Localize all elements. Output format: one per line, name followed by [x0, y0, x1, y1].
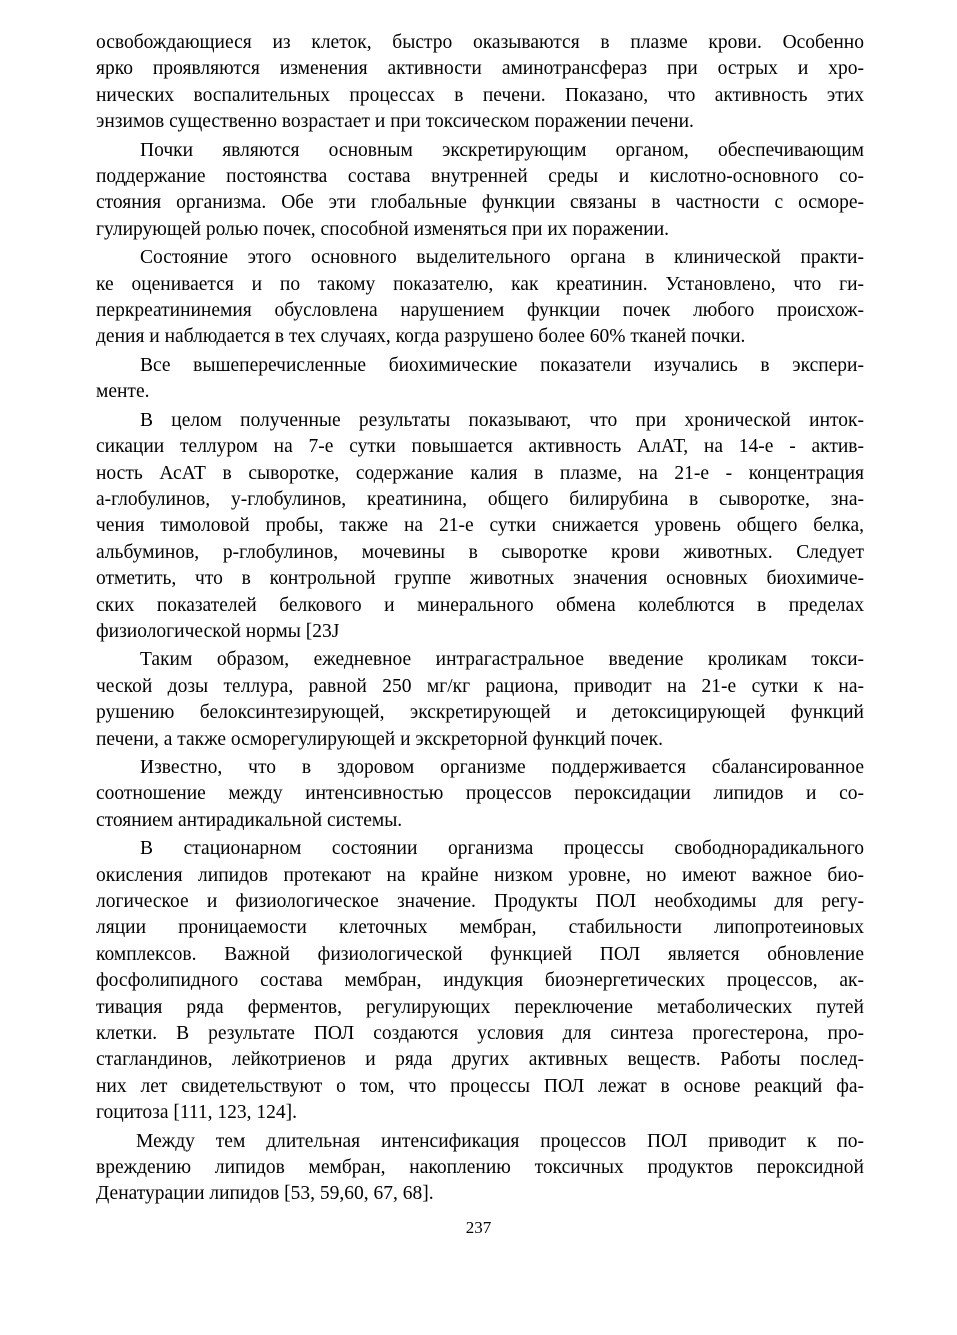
- text-line: В стационарном состоянии организма процессы свободнорадикального: [140, 838, 864, 860]
- text-line: тивация ряда ферментов, регулирующих переключение метаболических путей: [96, 996, 864, 1018]
- text-line: окисления липидов протекают на крайне низком уровне, но имеют важное био-: [96, 864, 864, 886]
- text-line: логическое и физиологическое значение. Продукты ПОЛ необходимы для регу-: [96, 891, 864, 912]
- text-line: освобождающиеся из клеток, быстро оказываются в плазме крови. Особенно: [96, 32, 864, 53]
- paragraph-8: [96, 836, 864, 1126]
- text-line: гоцитоза [111, 123, 124].: [96, 1102, 298, 1124]
- paragraph-2: [96, 138, 864, 244]
- text-line: нических воспалительных процессах в печени. Показано, что активность этих: [96, 84, 864, 106]
- text-line: поддержание постоянства состава внутренней среды и кислотно-основного со-: [96, 166, 864, 188]
- text-line: отметить, что в контрольной группе животных значения основных биохимиче-: [96, 568, 864, 590]
- text-line: комплексов. Важной физиологической функцией ПОЛ является обновление: [96, 943, 864, 965]
- text-line: перкреатининемия обусловлена нарушением функции почек любого происхож-: [96, 300, 864, 322]
- text-line: Денатурации липидов [53, 59,60, 67, 68].: [96, 1183, 434, 1205]
- paragraph-3: [96, 245, 864, 351]
- text-line: дения и наблюдается в тех случаях, когда разрушено более 60% тканей почки.: [96, 326, 746, 348]
- text-line: ке оценивается и по такому показателю, как креатинин. Установлено, что ги-: [96, 273, 864, 295]
- text-line: стоянием антирадикальной системы.: [96, 809, 403, 831]
- page-number: 237: [465, 1218, 492, 1237]
- paragraph-6: [96, 647, 864, 753]
- page-body: [96, 30, 864, 1208]
- text-line: вреждению липидов мембран, накоплению токсичных продуктов пероксидной: [96, 1157, 864, 1179]
- text-line: ляции проницаемости клеточных мембран, стабильности липопротеиновых: [96, 917, 864, 939]
- text-line: менте.: [96, 381, 150, 403]
- paragraph-1: [96, 30, 864, 136]
- text-line: клетки. В результате ПОЛ создаются условия для синтеза прогестерона, про-: [96, 1023, 864, 1045]
- text-line: ческой дозы теллура, равной 250 мг/кг рациона, приводит на 21-е сутки к на-: [96, 675, 864, 697]
- text-line: Таким образом, ежедневное интрагастральное введение кроликам токси-: [140, 649, 864, 671]
- paragraph-4: [96, 353, 864, 406]
- text-line: ских показателей белкового и минерального обмена колеблются в пределах: [96, 594, 864, 616]
- paragraph-7: [96, 755, 864, 834]
- paragraph-9: [96, 1129, 864, 1208]
- text-line: а-глобулинов, у-глобулинов, креатинина, общего билирубина в сыворотке, зна-: [96, 488, 864, 510]
- text-line: В целом полученные результаты показывают, что при хронической инток-: [140, 409, 864, 431]
- text-line: стагландинов, лейкотриенов и ряда других активных веществ. Работы послед-: [96, 1049, 864, 1071]
- text-line: них лет свидетельствуют о том, что процессы ПОЛ лежат в основе реакций фа-: [96, 1075, 864, 1097]
- text-line: Состояние этого основного выделительного органа в клинической практи-: [140, 247, 864, 269]
- text-line: Все вышеперечисленные биохимические показатели изучались в экспери-: [140, 354, 864, 376]
- text-line: энзимов существенно возрастает и при токсическом поражении печени.: [96, 111, 694, 133]
- text-line: физиологической нормы [23J: [96, 620, 340, 642]
- text-line: ярко проявляются изменения активности аминотрансфераз при острых и хро-: [96, 58, 864, 80]
- text-line: печени, а также осморегулирующей и экскреторной функций почек.: [96, 728, 664, 750]
- text-line: соотношение между интенсивностью процессов пероксидации липидов и со-: [96, 783, 864, 805]
- text-line: чения тимоловой пробы, также на 21-е сутки снижается уровень общего белка,: [96, 515, 864, 537]
- paragraph-5: [96, 408, 864, 646]
- text-line: ность АсАТ в сыворотке, содержание калия в плазме, на 21-е - концентрация: [96, 462, 864, 484]
- text-line: рушению белоксинтезирующей, экскретирующей и детоксицирующей функций: [96, 702, 864, 724]
- text-line: стояния организма. Обе эти глобальные функции связаны в частности с осморе-: [96, 192, 864, 214]
- text-line: сикации теллуром на 7-е сутки повышается активность АлАТ, на 14-е - актив-: [96, 436, 864, 458]
- text-line: альбуминов, р-глобулинов, мочевины в сыворотке крови животных. Следует: [96, 541, 864, 563]
- text-line: Известно, что в здоровом организме поддерживается сбалансированное: [140, 756, 864, 778]
- text-line: фосфолипидного состава мембран, индукция биоэнергетических процессов, ак-: [96, 970, 864, 992]
- text-line: гулирующей ролью почек, способной изменяться при их поражении.: [96, 218, 670, 240]
- text-line: Почки являются основным экскретирующим органом, обеспечивающим: [140, 139, 864, 161]
- text-line: Между тем длительная интенсификация процессов ПОЛ приводит к по-: [136, 1130, 864, 1152]
